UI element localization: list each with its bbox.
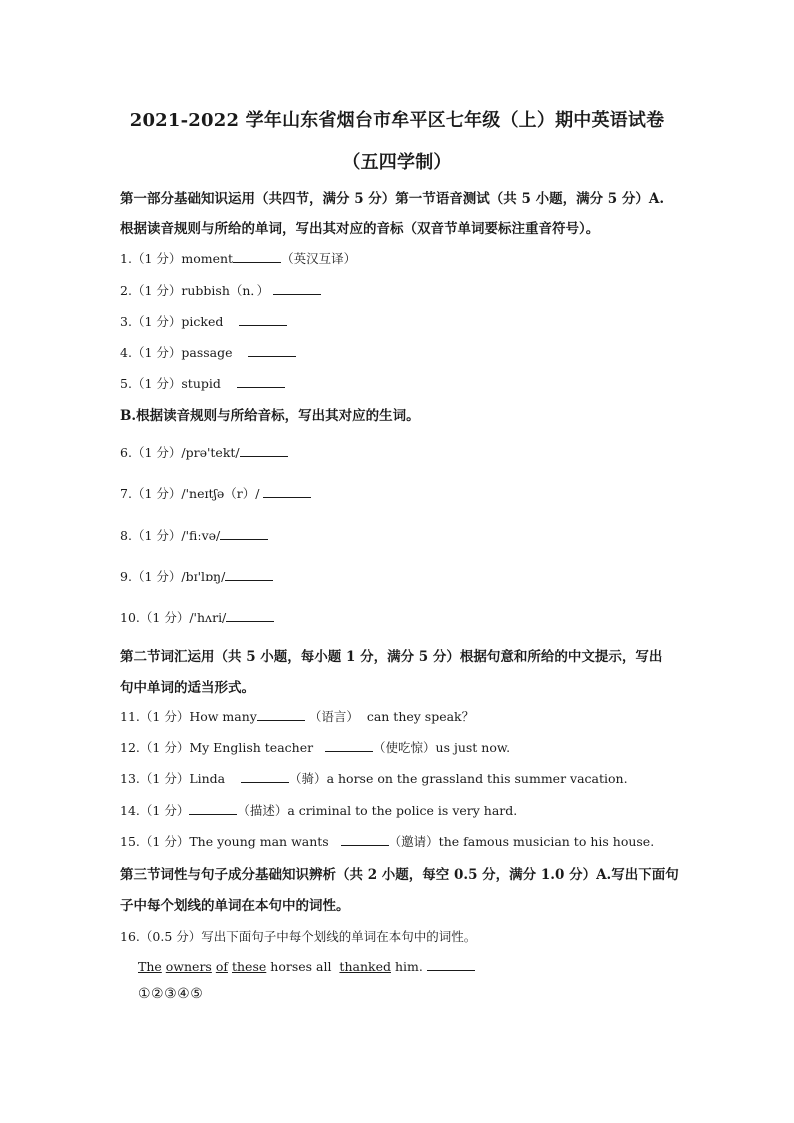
exam-title: 2021-2022 学年山东省烟台市牟平区七年级（上）期中英语试卷 — [129, 110, 665, 131]
question-11: 11.（1 分）How many （语言） can they speak？ — [120, 709, 475, 724]
answer-blank[interactable] — [427, 958, 475, 971]
question-9: 9.（1 分）/bɪ'lɒŋ/ — [120, 567, 273, 585]
part1-heading-line1: 第一部分基础知识运用（共四节，满分 5 分）第一节语音测试（共 5 小题，满分 5 分）A. — [120, 191, 665, 207]
answer-blank[interactable] — [225, 568, 273, 581]
question-6: 6.（1 分）/prə'tekt/ — [120, 443, 288, 461]
question-8: 8.（1 分）/'fiːvə/ — [120, 526, 268, 544]
question-14: 14.（1 分） （描述）a criminal to the police is very hard. — [120, 803, 518, 818]
answer-blank[interactable] — [237, 375, 285, 388]
answer-blank[interactable] — [220, 527, 268, 540]
answer-blank[interactable] — [189, 802, 237, 815]
answer-blank[interactable] — [341, 833, 389, 846]
question-10: 10.（1 分）/'hʌri/ — [120, 608, 274, 626]
underlined-word-5: thanked — [339, 959, 391, 974]
question-1: 1.（1 分）moment （英汉互译） — [120, 251, 357, 266]
part2-heading-line1: 第二节词汇运用（共 5 小题，每小题 1 分，满分 5 分）根据句意和所给的中文提示，写出 — [120, 649, 663, 665]
answer-blank[interactable] — [226, 609, 274, 622]
answer-blank[interactable] — [325, 739, 373, 752]
question-16-sentence: The owners of these horses all thanked him. — [138, 958, 475, 974]
answer-blank[interactable] — [241, 770, 289, 783]
part1-heading-line2: 根据读音规则与所给的单词，写出其对应的音标（双音节单词要标注重音符号）。 — [120, 221, 600, 237]
circled-number-markers: ①②③④⑤ — [138, 986, 204, 1002]
question-15: 15.（1 分）The young man wants （邀请）the famous musician to his house. — [120, 834, 655, 849]
answer-blank[interactable] — [263, 485, 311, 498]
answer-blank[interactable] — [273, 282, 321, 295]
partB-heading: B.根据读音规则与所给音标，写出其对应的生词。 — [120, 408, 420, 424]
underlined-word-2: owners — [165, 959, 212, 974]
question-4: 4.（1 分）passage — [120, 343, 296, 361]
part3-heading-line1: 第三节词性与句子成分基础知识辨析（共 2 小题，每空 0.5 分，满分 1.0 分）A.写出下面句 — [120, 867, 679, 883]
answer-blank[interactable] — [257, 708, 305, 721]
question-2: 2.（1 分）rubbish（n．） — [120, 281, 321, 299]
question-13: 13.（1 分）Linda （骑）a horse on the grassland this summer vacation. — [120, 771, 628, 786]
answer-blank[interactable] — [248, 344, 296, 357]
question-3: 3.（1 分）picked — [120, 312, 287, 330]
underlined-word-3: of — [215, 959, 228, 974]
underlined-word-4: these — [231, 959, 267, 974]
answer-blank[interactable] — [233, 250, 281, 263]
question-12: 12.（1 分）My English teacher （使吃惊）us just now. — [120, 740, 511, 755]
question-7: 7.（1 分）/'neɪtʃə（r）/ — [120, 484, 311, 502]
question-16: 16.（0.5 分）写出下面句子中每个划线的单词在本句中的词性。 — [120, 929, 477, 944]
question-5: 5.（1 分）stupid — [120, 374, 285, 392]
part3-heading-line2: 子中每个划线的单词在本句中的词性。 — [120, 898, 350, 914]
underlined-word-1: The — [138, 959, 162, 974]
exam-subtitle: （五四学制） — [342, 152, 452, 173]
answer-blank[interactable] — [239, 313, 287, 326]
part2-heading-line2: 句中单词的适当形式。 — [120, 680, 255, 696]
answer-blank[interactable] — [240, 444, 288, 457]
